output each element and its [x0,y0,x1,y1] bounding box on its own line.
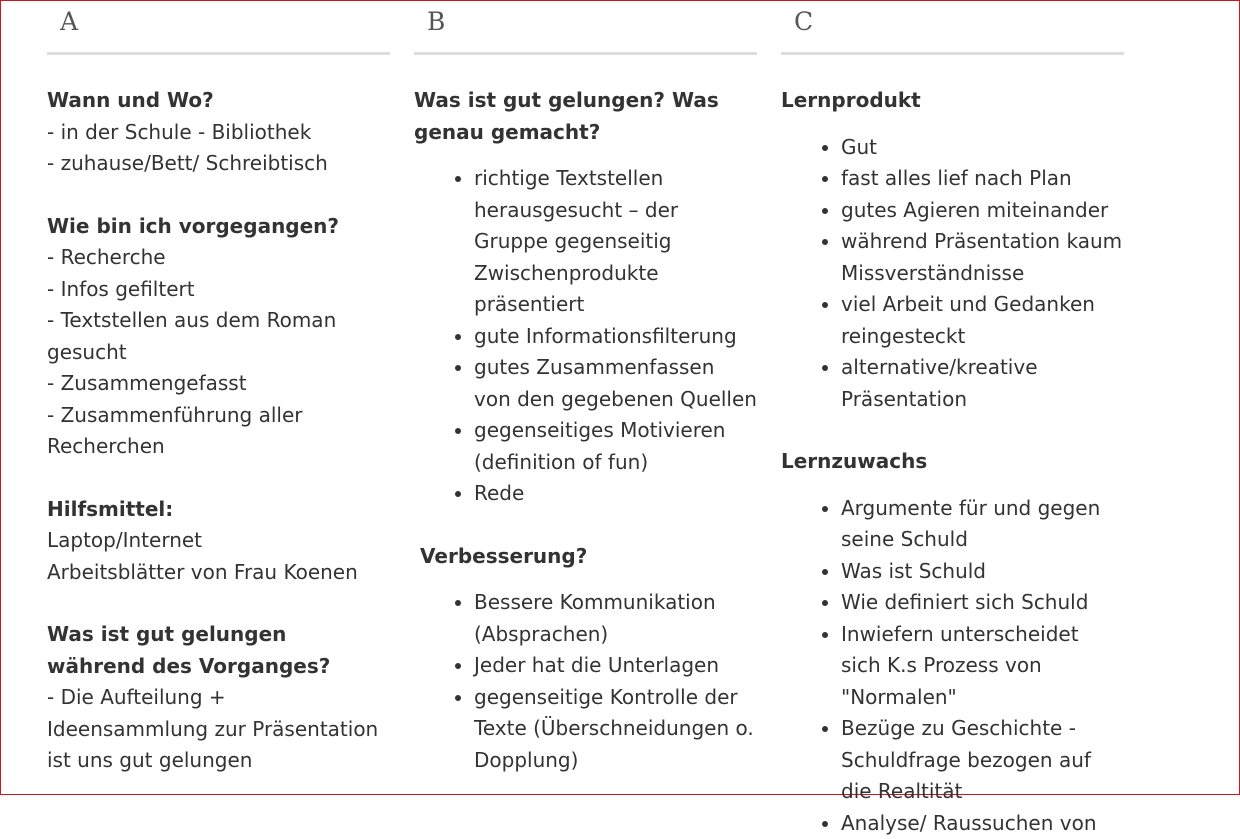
list-item: • gutes Agieren miteinander [841,195,1124,227]
list-item: • gegenseitiges Motivieren (definition of fun) [474,415,757,478]
list-item: • Gut [841,132,1124,164]
column-b [414,0,757,776]
list-item: • fast alles lief nach Plan [841,163,1124,195]
bullet-list [414,587,757,776]
section-heading: Verbesserung? [414,541,757,573]
column-c [781,0,1124,839]
text-line: - Die Aufteilung + Ideensammlung zur Präsentation ist uns gut gelungen [47,682,390,777]
list-item: • Jeder hat die Unterlagen [474,650,757,682]
bullet-list [414,163,757,510]
bullet-list [781,132,1124,416]
text-line: Arbeitsblätter von Frau Koenen [47,557,390,589]
section-heading: Was ist gut gelungen während des Vorganges? [47,619,390,682]
list-item: • gutes Zusammenfassen von den gegebenen Quellen [474,352,757,415]
list-item: • Wie definiert sich Schuld [841,587,1124,619]
list-item: • Inwiefern unterscheidet sich K.s Prozess von "Normalen" [841,619,1124,714]
text-line: - Infos gefiltert [47,274,390,306]
section-heading: Lernprodukt [781,85,1124,117]
list-item: • richtige Textstellen herausgesucht – der Gruppe gegenseitig Zwischenprodukte präsentiert [474,163,757,321]
column-a [47,0,390,777]
section-heading: Wann und Wo? [47,85,390,117]
text-line: - Zusammenführung aller Recherchen [47,400,390,463]
section-heading: Wie bin ich vorgegangen? [47,211,390,243]
text-line: - Textstellen aus dem Roman gesucht [47,305,390,368]
list-item: • alternative/kreative Präsentation [841,352,1124,415]
list-item: • Bessere Kommunikation (Absprachen) [474,587,757,650]
list-item: • Argumente für und gegen seine Schuld [841,493,1124,556]
list-item: • gute Informationsfilterung [474,321,757,353]
list-item: • viel Arbeit und Gedanken reingesteckt [841,289,1124,352]
section-heading: Hilfsmittel: [47,494,390,526]
text-line: - in der Schule - Bibliothek [47,117,390,149]
section-heading: Lernzuwachs [781,446,1124,478]
column-b-header: B [414,0,757,55]
text-line: - Recherche [47,242,390,274]
text-line: - Zusammengefasst [47,368,390,400]
column-a-header: A [47,0,390,55]
list-item: • Bezüge zu Geschichte - Schuldfrage bezogen auf die Realtität [841,713,1124,808]
bullet-list [781,493,1124,839]
text-line: - zuhause/Bett/ Schreibtisch [47,148,390,180]
column-c-header: C [781,0,1124,55]
list-item: • Analyse/ Raussuchen von [841,808,1124,839]
section-heading: Was ist gut gelungen? Was genau gemacht? [414,85,757,148]
text-line: Laptop/Internet [47,525,390,557]
list-item: • Rede [474,478,757,510]
list-item: • gegenseitige Kontrolle der Texte (Überschneidungen o. Dopplung) [474,682,757,777]
list-item: • Was ist Schuld [841,556,1124,588]
list-item: • während Präsentation kaum Missverständnisse [841,226,1124,289]
